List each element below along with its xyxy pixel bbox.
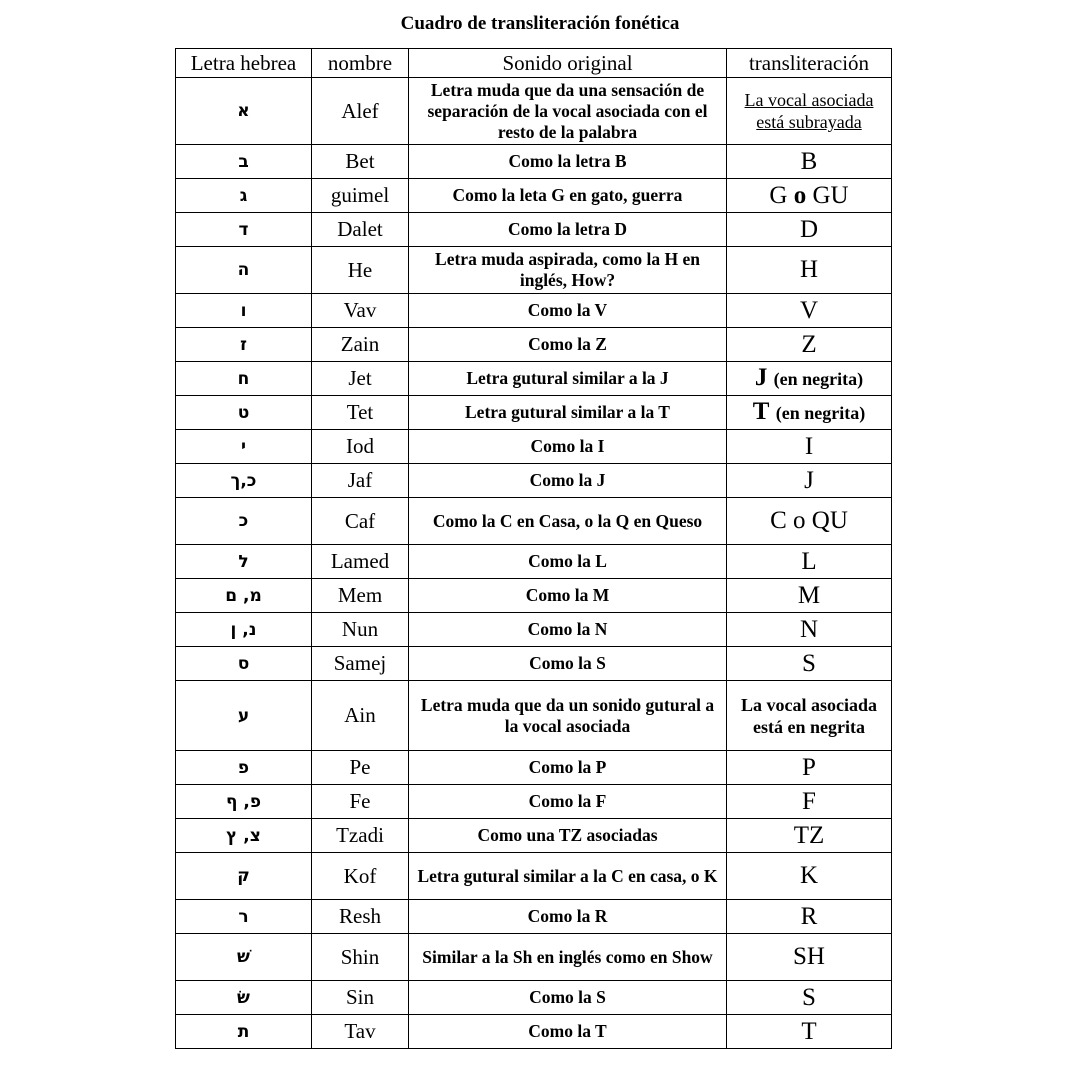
hebrew-letter-cell: ד — [176, 213, 312, 247]
sound-cell: Como la S — [409, 981, 727, 1015]
hebrew-letter-cell: ב — [176, 145, 312, 179]
sound-cell: Como la S — [409, 647, 727, 681]
header-hebrew-letter: Letra hebrea — [176, 49, 312, 78]
letter-name-cell: Mem — [312, 579, 409, 613]
transliteration-note: La vocal asociada está subrayada — [744, 90, 874, 132]
transliteration-cell: M — [727, 579, 892, 613]
table-row — [176, 145, 892, 179]
transliteration-a: G — [769, 181, 788, 209]
letter-name-cell: Bet — [312, 145, 409, 179]
transliteration-cell: I — [727, 430, 892, 464]
transliteration-cell: L — [727, 545, 892, 579]
table-row — [176, 328, 892, 362]
header-transliteration: transliteración — [727, 49, 892, 78]
transliteration-letter: T — [752, 398, 770, 425]
sound-cell: Como la N — [409, 613, 727, 647]
transliteration-cell: F — [727, 785, 892, 819]
transliteration-letter: J — [754, 364, 768, 391]
transliteration-cell: P — [727, 751, 892, 785]
hebrew-letter-cell: כ,ך — [176, 464, 312, 498]
sound-cell: Letra gutural similar a la T — [409, 396, 727, 430]
table-row — [176, 362, 892, 396]
transliteration-cell: B — [727, 145, 892, 179]
hebrew-letter-cell: ו — [176, 294, 312, 328]
transliteration-cell: V — [727, 294, 892, 328]
hebrew-letter-cell: כ — [176, 498, 312, 545]
page-title: Cuadro de transliteración fonética — [400, 13, 680, 34]
letter-name-cell: Vav — [312, 294, 409, 328]
sound-cell: Letra muda aspirada, como la H en inglés, How? — [409, 247, 727, 294]
transliteration-table — [175, 48, 892, 1049]
table-row — [176, 934, 892, 981]
hebrew-letter-cell: ק — [176, 853, 312, 900]
hebrew-letter-cell: ה — [176, 247, 312, 294]
table-row — [176, 751, 892, 785]
sound-cell: Como la J — [409, 464, 727, 498]
letter-name-cell: Shin — [312, 934, 409, 981]
transliteration-or: o — [793, 181, 807, 209]
hebrew-letter-cell: ר — [176, 900, 312, 934]
transliteration-cell: K — [727, 853, 892, 900]
letter-name-cell: Caf — [312, 498, 409, 545]
transliteration-cell: TZ — [727, 819, 892, 853]
transliteration-cell — [727, 179, 892, 213]
table-row — [176, 853, 892, 900]
transliteration-cell — [727, 362, 892, 396]
letter-name-cell: Fe — [312, 785, 409, 819]
sound-cell: Letra muda que da una sensación de separación de la vocal asociada con el resto de la palabra — [409, 78, 727, 145]
hebrew-letter-cell: ת — [176, 1015, 312, 1049]
hebrew-letter-cell: צ, ץ — [176, 819, 312, 853]
header-original-sound: Sonido original — [409, 49, 727, 78]
sound-cell: Como una TZ asociadas — [409, 819, 727, 853]
hebrew-letter-cell: ג — [176, 179, 312, 213]
sound-cell: Como la T — [409, 1015, 727, 1049]
letter-name-cell: guimel — [312, 179, 409, 213]
table-row — [176, 247, 892, 294]
letter-name-cell: Zain — [312, 328, 409, 362]
hebrew-letter-cell: ח — [176, 362, 312, 396]
sound-cell: Letra gutural similar a la C en casa, o K — [409, 853, 727, 900]
sound-cell: Similar a la Sh en inglés como en Show — [409, 934, 727, 981]
table-row — [176, 785, 892, 819]
table-row — [176, 464, 892, 498]
letter-name-cell: Alef — [312, 78, 409, 145]
transliteration-cell — [727, 78, 892, 145]
sound-cell: Como la P — [409, 751, 727, 785]
hebrew-letter-cell: שׁ — [176, 934, 312, 981]
table-row — [176, 396, 892, 430]
transliteration-cell: S — [727, 981, 892, 1015]
sound-cell: Como la letra D — [409, 213, 727, 247]
hebrew-letter-cell: י — [176, 430, 312, 464]
letter-name-cell: Iod — [312, 430, 409, 464]
header-name: nombre — [312, 49, 409, 78]
transliteration-cell: Z — [727, 328, 892, 362]
sound-cell: Letra muda que da un sonido gutural a la vocal asociada — [409, 681, 727, 751]
transliteration-cell: SH — [727, 934, 892, 981]
table-header-row — [176, 49, 892, 78]
sound-cell: Letra gutural similar a la J — [409, 362, 727, 396]
transliteration-note: (en negrita) — [775, 403, 866, 423]
hebrew-letter-cell: ס — [176, 647, 312, 681]
hebrew-letter-cell: ע — [176, 681, 312, 751]
table-row — [176, 545, 892, 579]
transliteration-cell — [727, 396, 892, 430]
sound-cell: Como la F — [409, 785, 727, 819]
transliteration-cell: N — [727, 613, 892, 647]
sound-cell: Como la letra B — [409, 145, 727, 179]
table-row — [176, 1015, 892, 1049]
letter-name-cell: He — [312, 247, 409, 294]
letter-name-cell: Resh — [312, 900, 409, 934]
sound-cell: Como la Z — [409, 328, 727, 362]
table-row — [176, 294, 892, 328]
transliteration-cell: C o QU — [727, 498, 892, 545]
table-row — [176, 430, 892, 464]
letter-name-cell: Tet — [312, 396, 409, 430]
table-row — [176, 981, 892, 1015]
transliteration-cell: H — [727, 247, 892, 294]
letter-name-cell: Sin — [312, 981, 409, 1015]
table-row — [176, 819, 892, 853]
sound-cell: Como la M — [409, 579, 727, 613]
letter-name-cell: Lamed — [312, 545, 409, 579]
transliteration-note: (en negrita) — [773, 369, 864, 389]
table-row — [176, 179, 892, 213]
hebrew-letter-cell: ז — [176, 328, 312, 362]
hebrew-letter-cell: ט — [176, 396, 312, 430]
sound-cell: Como la V — [409, 294, 727, 328]
transliteration-cell: D — [727, 213, 892, 247]
hebrew-letter-cell: פ — [176, 751, 312, 785]
sound-cell: Como la L — [409, 545, 727, 579]
hebrew-letter-cell: נ, ן — [176, 613, 312, 647]
sound-cell: Como la C en Casa, o la Q en Queso — [409, 498, 727, 545]
transliteration-cell: T — [727, 1015, 892, 1049]
transliteration-cell: S — [727, 647, 892, 681]
letter-name-cell: Tav — [312, 1015, 409, 1049]
table-row — [176, 900, 892, 934]
letter-name-cell: Jaf — [312, 464, 409, 498]
sound-cell: Como la leta G en gato, guerra — [409, 179, 727, 213]
letter-name-cell: Tzadi — [312, 819, 409, 853]
sound-cell: Como la R — [409, 900, 727, 934]
hebrew-letter-cell: ל — [176, 545, 312, 579]
hebrew-letter-cell: פ, ף — [176, 785, 312, 819]
transliteration-cell: J — [727, 464, 892, 498]
table-row — [176, 498, 892, 545]
table-row — [176, 647, 892, 681]
transliteration-cell: La vocal asociada está en negrita — [727, 681, 892, 751]
table-row — [176, 78, 892, 145]
letter-name-cell: Dalet — [312, 213, 409, 247]
sound-cell: Como la I — [409, 430, 727, 464]
table-row — [176, 681, 892, 751]
table-row — [176, 579, 892, 613]
table-row — [176, 213, 892, 247]
letter-name-cell: Jet — [312, 362, 409, 396]
hebrew-letter-cell: מ, ם — [176, 579, 312, 613]
hebrew-letter-cell: א — [176, 78, 312, 145]
letter-name-cell: Kof — [312, 853, 409, 900]
letter-name-cell: Nun — [312, 613, 409, 647]
transliteration-b: GU — [812, 181, 849, 209]
letter-name-cell: Pe — [312, 751, 409, 785]
transliteration-cell: R — [727, 900, 892, 934]
hebrew-letter-cell: שׂ — [176, 981, 312, 1015]
letter-name-cell: Samej — [312, 647, 409, 681]
table-row — [176, 613, 892, 647]
letter-name-cell: Ain — [312, 681, 409, 751]
